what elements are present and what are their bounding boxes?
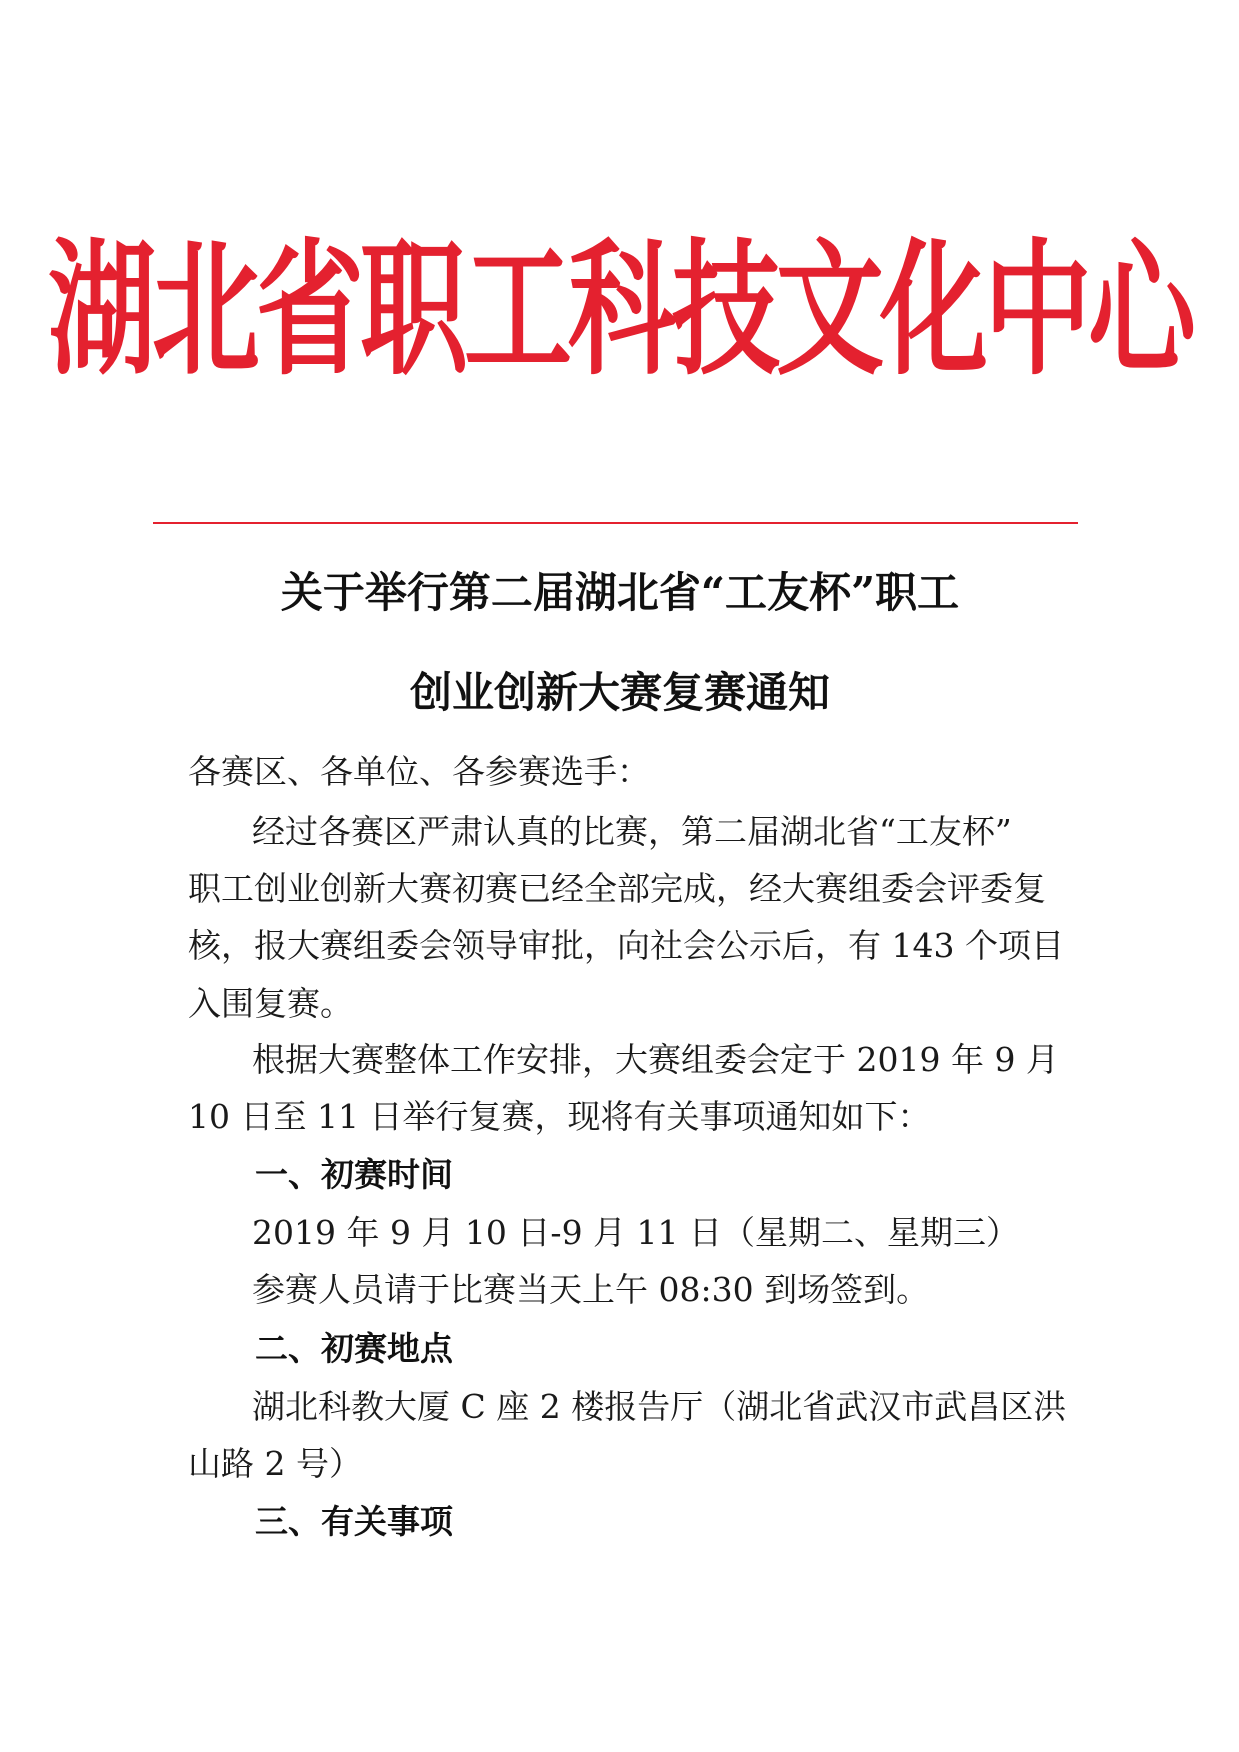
- paragraph-1-line-3: 核，报大赛组委会领导审批，向社会公示后，有 143 个项目: [188, 926, 1064, 965]
- section-heading-2: 二、初赛地点: [255, 1329, 453, 1368]
- section-2-line-1: 湖北科教大厦 C 座 2 楼报告厅（湖北省武汉市武昌区洪: [252, 1387, 1067, 1426]
- section-1-line-2: 参赛人员请于比赛当天上午 08:30 到场签到。: [252, 1270, 930, 1309]
- paragraph-1-line-1: 经过各赛区严肃认真的比赛，第二届湖北省“工友杯”: [252, 812, 1012, 851]
- section-1-line-1: 2019 年 9 月 10 日-9 月 11 日（星期二、星期三）: [252, 1213, 1020, 1252]
- header-divider: [153, 522, 1078, 524]
- paragraph-1-line-2: 职工创业创新大赛初赛已经全部完成，经大赛组委会评委复: [188, 869, 1046, 908]
- section-2-line-2: 山路 2 号）: [188, 1444, 362, 1483]
- organization-header: 湖北省职工科技文化中心: [48, 226, 1193, 395]
- paragraph-1-line-4: 入围复赛。: [188, 984, 353, 1023]
- salutation: 各赛区、各单位、各参赛选手：: [188, 752, 650, 791]
- paragraph-2-line-1: 根据大赛整体工作安排，大赛组委会定于 2019 年 9 月: [252, 1040, 1059, 1079]
- section-heading-1: 一、初赛时间: [255, 1155, 453, 1194]
- section-heading-3: 三、有关事项: [255, 1502, 453, 1541]
- document-title-line-1: 关于举行第二届湖北省“工友杯”职工: [280, 568, 960, 617]
- paragraph-2-line-2: 10 日至 11 日举行复赛，现将有关事项通知如下：: [188, 1097, 931, 1136]
- document-title-line-2: 创业创新大赛复赛通知: [409, 668, 830, 717]
